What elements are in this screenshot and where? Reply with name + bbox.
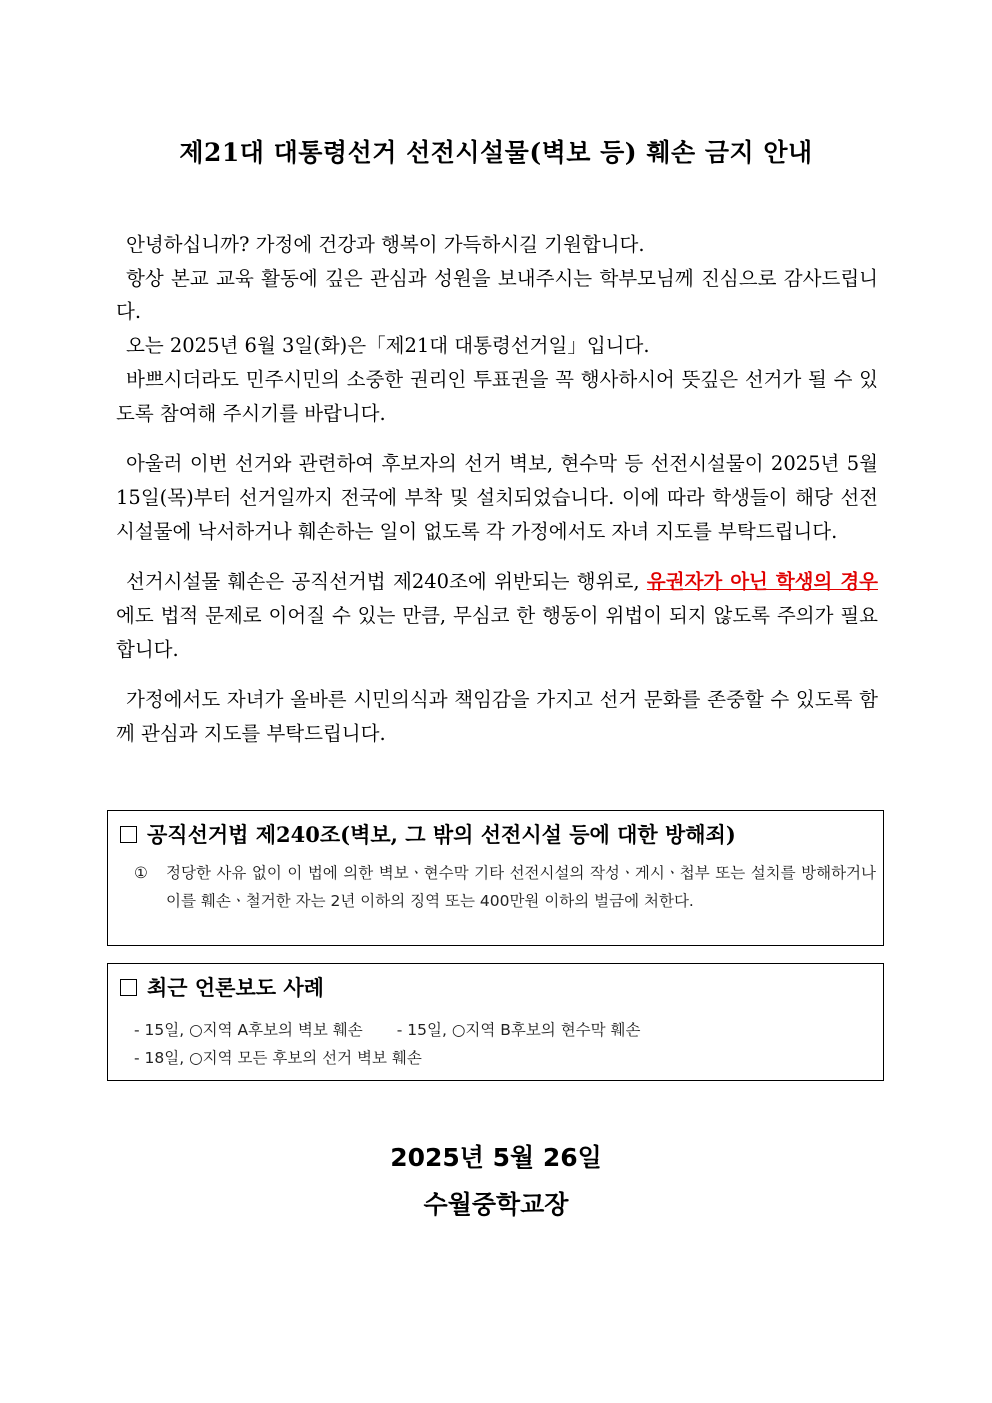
law-warning-paragraph <box>116 565 878 666</box>
list-item: - 15일, ○지역 A후보의 벽보 훼손 <box>134 1021 363 1039</box>
clause-text: 정당한 사유 없이 이 법에 의한 벽보ㆍ현수막 기타 선전시설의 작성ㆍ게시ㆍ첩부 또는 설치를 방해하거나 이를 훼손ㆍ철거한 자는 2년 이하의 징역 또는 400만원 이하의 벌금에 처한다. <box>166 864 876 910</box>
law-box-title-text: 공직선거법 제240조(벽보, 그 밖의 선전시설 등에 대한 방해죄) <box>147 822 736 847</box>
law-box <box>107 810 884 946</box>
thanks-paragraph: 항상 본교 교육 활동에 깊은 관심과 성원을 보내주시는 학부모님께 진심으로 감사드립니다. <box>116 266 878 324</box>
list-item: - 15일, ○지역 B후보의 현수막 훼손 <box>396 1021 641 1039</box>
vote-encourage-paragraph: 바쁘시더라도 민주시민의 소중한 권리인 투표권을 꼭 행사하시어 뜻깊은 선거가 될 수 있도록 참여해 주시기를 바랍니다. <box>116 367 878 425</box>
news-box-title-text: 최근 언론보도 사례 <box>147 975 324 1000</box>
clause-number: ① <box>134 864 148 882</box>
list-item: - 18일, ○지역 모든 후보의 선거 벽보 훼손 <box>134 1049 422 1067</box>
news-list <box>134 1016 641 1072</box>
news-row <box>134 1016 641 1044</box>
letter-body <box>116 228 878 751</box>
news-box-title <box>120 972 324 1002</box>
election-day-paragraph: 오는 2025년 6월 3일(화)은「제21대 대통령선거일」입니다. <box>126 334 650 358</box>
signer: 수월중학교장 <box>423 1190 569 1219</box>
checkbox-icon <box>120 826 137 843</box>
closing-paragraph: 가정에서도 자녀가 올바른 시민의식과 책임감을 가지고 선거 문화를 존중할 수 있도록 함께 관심과 지도를 부탁드립니다. <box>116 688 878 746</box>
news-box <box>107 963 884 1081</box>
checkbox-icon <box>120 979 137 996</box>
posters-paragraph: 아울러 이번 선거와 관련하여 후보자의 선거 벽보, 현수막 등 선전시설물이 2025년 5월 15일(목)부터 선거일까지 전국에 부착 및 설치되었습니다. 이에 따라 학생들이 해당 선전시설물에 낙서하거나 훼손하는 일이 없도록 각 가정에서도 자녀 지도를 부탁드립니다. <box>116 452 878 543</box>
student-case-highlight: 유권자가 아닌 학생의 경우 <box>646 570 878 594</box>
news-row <box>134 1044 641 1072</box>
document-date: 2025년 5월 26일 <box>390 1143 602 1172</box>
law-warning-text-after: 에도 법적 문제로 이어질 수 있는 만큼, 무심코 한 행동이 위법이 되지 않도록 주의가 필요합니다. <box>116 604 878 661</box>
greeting-paragraph: 안녕하십니까? 가정에 건강과 행복이 가득하시길 기원합니다. <box>126 233 645 256</box>
law-clause <box>134 859 876 915</box>
law-box-title <box>120 819 736 849</box>
law-warning-text-before: 선거시설물 훼손은 공직선거법 제240조에 위반되는 행위로, <box>126 570 647 594</box>
document-title: 제21대 대통령선거 선전시설물(벽보 등) 훼손 금지 안내 <box>179 138 813 167</box>
